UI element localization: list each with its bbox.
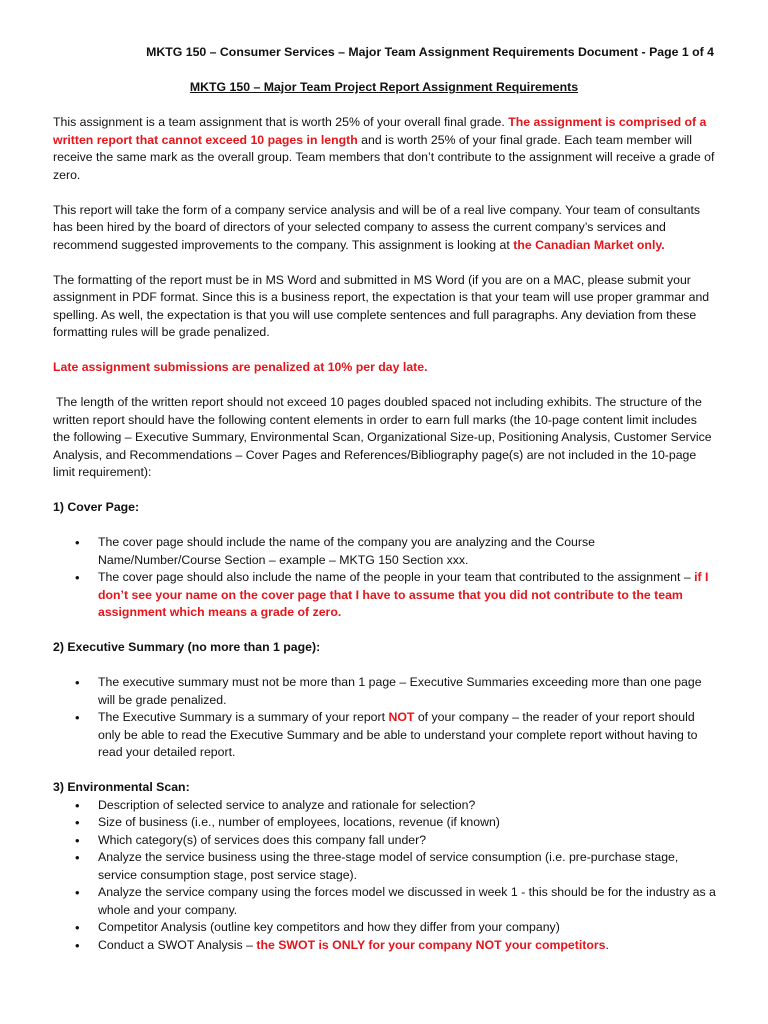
page-header: MKTG 150 – Consumer Services – Major Team Assignment Requirements Document - Page 1 of 4: [146, 45, 714, 59]
document-body: [53, 114, 717, 954]
list-item: • Size of business (i.e., number of employees, locations, revenue (if known): [53, 814, 717, 832]
intro-text: This assignment is a team assignment that is worth 25% of your overall final grade.: [53, 115, 509, 129]
late-penalty-note: Late assignment submissions are penalized at 10% per day late.: [53, 360, 428, 374]
length-paragraph: The length of the written report should not exceed 10 pages doubled spaced not including exhibits. The structure of the written report should have the following content elements in order to earn full marks (the 10-page content limit includes the following – Executive Summary, Environmental Scan, Organizational Size-up, Positioning Analysis, Customer Service Analysis, and Recommendations – Cover Pages and References/Bibliography page(s) are not included in the 10-page limit requirement):: [53, 395, 712, 479]
executive-summary-heading: 2) Executive Summary (no more than 1 page):: [53, 640, 321, 654]
list-item: • The executive summary must not be more than 1 page – Executive Summaries exceeding more than one page will be grade penalized.: [53, 674, 717, 709]
canadian-market-note: the Canadian Market only.: [513, 237, 665, 252]
not-emphasis: NOT: [388, 710, 415, 724]
document-title: MKTG 150 – Major Team Project Report Assignment Requirements: [189, 80, 579, 94]
list-item: • The cover page should include the name of the company you are analyzing and the Course Name/Number/Course Section – example – MKTG 150 Section xxx.: [53, 534, 717, 569]
intro-text-cont: and is worth 25% of your final grade. Each team member will receive the same mark as the overall group. Team members that don’t contribute to the assignment will receive a grade of zero.: [53, 132, 715, 182]
environmental-scan-heading: 3) Environmental Scan:: [53, 780, 190, 794]
zero-grade-warning: if I don’t see your name on the cover page that I have to assume that you did not contribute to the team assignment which means a grade of zero.: [98, 570, 709, 619]
list-item: [53, 709, 717, 762]
list-item: • Which category(s) of services does this company fall under?: [53, 832, 717, 850]
list-item: [53, 937, 717, 955]
list-item: • Analyze the service company using the forces model we discussed in week 1 - this should be for the industry as a whole and your company.: [53, 884, 717, 919]
page-limit-warning: The assignment is comprised of a written report that cannot exceed 10 pages in length: [53, 115, 707, 147]
report-form-paragraph: [53, 202, 717, 255]
list-item: • Competitor Analysis (outline key competitors and how they differ from your company): [53, 919, 717, 937]
intro-paragraph: [53, 114, 717, 184]
list-item-text: .: [605, 937, 609, 952]
list-item-text: The Executive Summary is a summary of your report: [98, 710, 389, 724]
cover-page-heading: 1) Cover Page:: [53, 500, 140, 514]
list-item-text: The cover page should also include the name of the people in your team that contributed to the assignment –: [98, 570, 695, 584]
list-item-text: Conduct a SWOT Analysis –: [98, 937, 257, 952]
cover-page-list: [53, 534, 717, 622]
report-form-text: This report will take the form of a company service analysis and will be of a real live company. Your team of consultants has been hired by the board of directors of your selected company to assess the current company’s services and recommend suggested improvements to the company. This assignment is looking at: [53, 202, 701, 252]
environmental-scan-list: [53, 797, 717, 955]
formatting-paragraph: The formatting of the report must be in MS Word and submitted in MS Word (if you are on a MAC, please submit your assignment in PDF format. Since this is a business report, the expectation is that your team will use proper grammar and spelling. As well, the expectation is that you will use complete sentences and full paragraphs. Any deviation from these formatting rules will be grade penalized.: [53, 272, 710, 339]
list-item-text: of your company – the reader of your report should only be able to read the Executive Summary and be able to understand your complete report without having to read your detailed report.: [98, 710, 698, 759]
executive-summary-list: [53, 674, 717, 762]
swot-warning: the SWOT is ONLY for your company NOT your competitors: [256, 937, 606, 952]
list-item: [53, 569, 717, 622]
list-item: • Analyze the service business using the three-stage model of service consumption (i.e. pre-purchase stage, service consumption stage, post service stage).: [53, 849, 717, 884]
list-item: • Description of selected service to analyze and rationale for selection?: [53, 797, 717, 815]
